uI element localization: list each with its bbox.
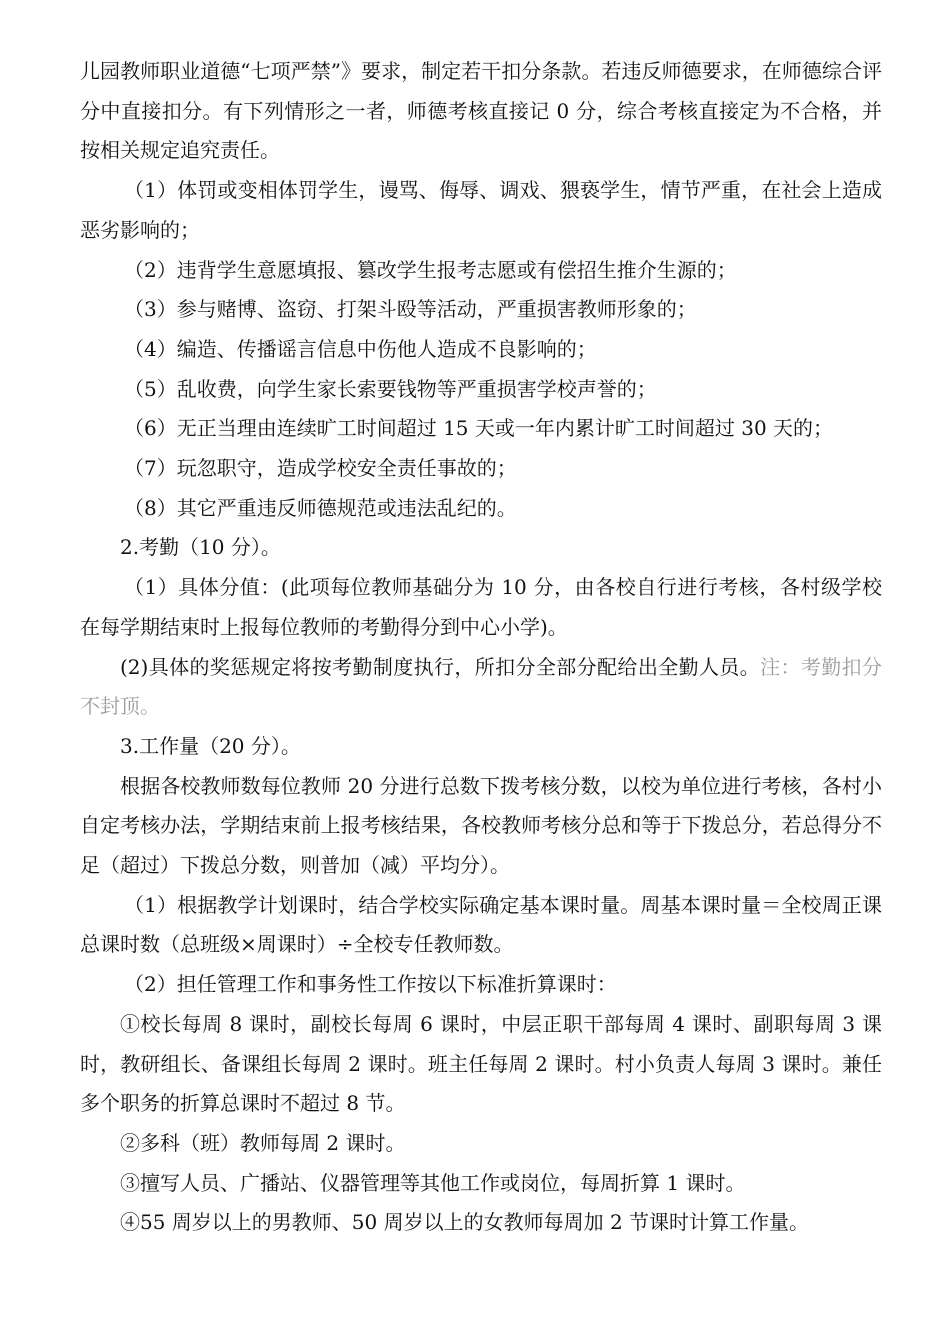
list-item: ③擅写人员、广播站、仪器管理等其他工作或岗位，每周折算 1 课时。	[120, 1170, 746, 1195]
list-item: （2）担任管理工作和事务性工作按以下标准折算课时：	[124, 972, 617, 997]
list-item: （1）具体分值：(此项每位教师基础分为 10 分，由各校自行进行考核，各村级学校在每学期结束时上报每位教师的考勤得分到中心小学)。	[80, 575, 882, 639]
list-item: （2）违背学生意愿填报、篡改学生报考志愿或有偿招生推介生源的；	[124, 257, 737, 282]
list-item: （4）编造、传播谣言信息中伤他人造成不良影响的；	[124, 336, 597, 361]
list-item: （1）根据教学计划课时，结合学校实际确定基本课时量。周基本课时量＝全校周正课总课时数（总班级×周课时）÷全校专任教师数。	[80, 892, 882, 957]
list-item: ②多科（班）教师每周 2 课时。	[120, 1130, 406, 1155]
list-item: （5）乱收费，向学生家长索要钱物等严重损害学校声誉的；	[124, 376, 657, 401]
list-item: （3）参与赌博、盗窃、打架斗殴等活动，严重损害教师形象的；	[124, 297, 697, 322]
list-item	[80, 648, 882, 727]
list-item: ④55 周岁以上的男教师、50 周岁以上的女教师每周加 2 节课时计算工作量。	[120, 1210, 810, 1235]
intro-paragraph: 儿园教师职业道德“七项严禁”》要求，制定若干扣分条款。若违反师德要求，在师德综合评分中直接扣分。有下列情形之一者，师德考核直接记 0 分，综合考核直接定为不合格，并按相关规定追究责任。	[80, 59, 882, 163]
list-item: ①校长每周 8 课时，副校长每周 6 课时，中层正职干部每周 4 课时、副职每周 3 课时，教研组长、备课组长每周 2 课时。班主任每周 2 课时。村小负责人每周 3 课时。兼任多个职务的折算总课时不超过 8 节。	[80, 1011, 882, 1116]
list-item: （7）玩忽职守，造成学校安全责任事故的；	[124, 456, 517, 481]
list-item-text: (2)具体的奖惩规定将按考勤制度执行，所扣分全部分配给出全勤人员。	[120, 654, 761, 679]
list-item: （1）体罚或变相体罚学生，谩骂、侮辱、调戏、猥亵学生，情节严重，在社会上造成恶劣影响的；	[80, 178, 882, 242]
list-item: （8）其它严重违反师德规范或违法乱纪的。	[124, 495, 517, 520]
section-heading: 3.工作量（20 分）。	[120, 733, 301, 758]
list-item: （6）无正当理由连续旷工时间超过 15 天或一年内累计旷工时间超过 30 天的；	[124, 416, 834, 441]
section-heading: 2.考勤（10 分）。	[120, 535, 281, 560]
note-text: 注：考勤扣分不封顶。	[80, 654, 882, 719]
body-paragraph: 根据各校教师数每位教师 20 分进行总数下拨考核分数，以校为单位进行考核，各村小自定考核办法，学期结束前上报考核结果，各校教师考核分总和等于下拨总分，若总得分不足（超过）下拨总分数，则普加（减）平均分）。	[80, 773, 882, 878]
